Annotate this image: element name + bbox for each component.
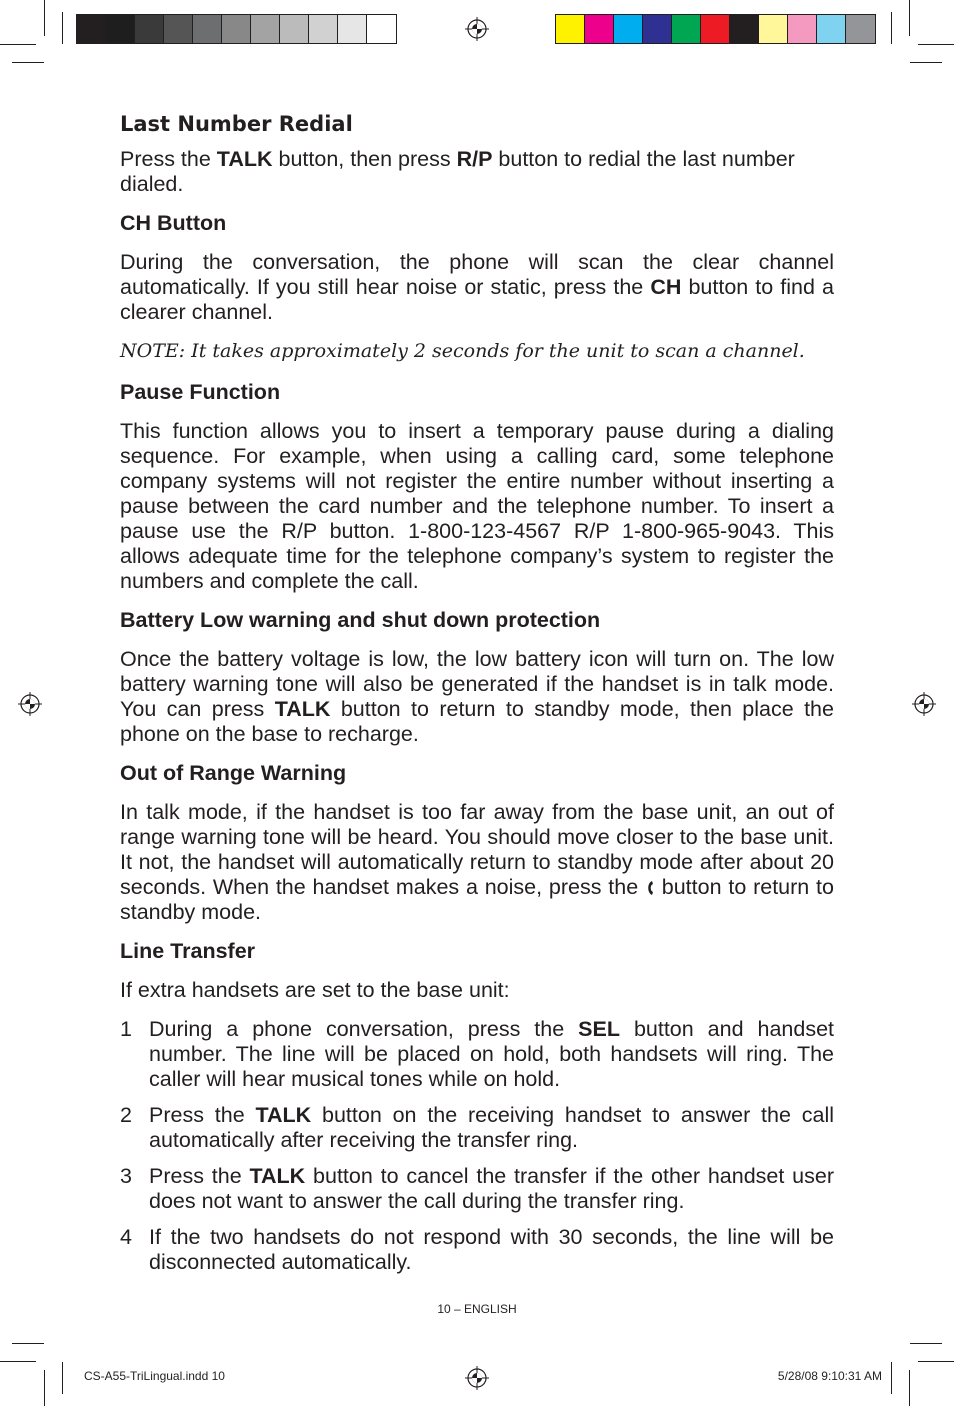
- color-swatch: [309, 15, 338, 43]
- color-swatch: [730, 15, 759, 43]
- text: button to find a clearer channel.: [120, 275, 834, 324]
- text: Press the: [120, 147, 217, 171]
- list-item: [120, 1103, 834, 1153]
- color-swatch: [846, 15, 875, 43]
- color-swatch: [106, 15, 135, 43]
- talk-key-label: TALK: [216, 147, 273, 171]
- step-number: 1: [120, 1017, 132, 1041]
- color-swatch: [817, 15, 846, 43]
- crop-mark: [12, 62, 44, 63]
- color-swatch: [643, 15, 672, 43]
- color-calibration-bar: [555, 14, 876, 44]
- talk-key-label: TALK: [249, 1164, 306, 1188]
- crop-mark: [0, 44, 36, 45]
- registration-mark-icon: [912, 692, 936, 716]
- crop-mark: [44, 0, 45, 36]
- redial-paragraph: [120, 147, 834, 197]
- color-swatch: [367, 15, 396, 43]
- ch-note: NOTE: It takes approximately 2 seconds for the unit to scan a channel.: [120, 340, 805, 362]
- sel-key-label: SEL: [578, 1017, 620, 1041]
- color-swatch: [251, 15, 280, 43]
- handset-off-icon: [645, 880, 655, 896]
- text: During a phone conversation, press the: [149, 1017, 579, 1041]
- text: button on the receiving handset to answer the call automatically after receiving the transfer ring.: [149, 1103, 834, 1152]
- registration-mark-icon: [465, 17, 489, 41]
- crop-mark: [891, 12, 892, 44]
- text: Once the battery voltage is low, the low battery icon will turn on. The low battery warning tone will also be generated if the handset is in talk mode. You can press: [120, 647, 834, 721]
- color-swatch: [222, 15, 251, 43]
- slug-timestamp: 5/28/08 9:10:31 AM: [777, 1369, 882, 1383]
- ch-paragraph: [120, 250, 834, 325]
- crop-mark: [918, 44, 954, 45]
- section-title-line-transfer: Line Transfer: [120, 939, 256, 963]
- text: Press the: [149, 1164, 250, 1188]
- transfer-intro: If extra handsets are set to the base unit:: [120, 978, 510, 1002]
- registration-mark-icon: [18, 692, 42, 716]
- color-swatch: [164, 15, 193, 43]
- battery-paragraph: [120, 647, 834, 747]
- text: In talk mode, if the handset is too far away from the base unit, an out of range warning tone will be heard. You should move closer to the base unit. It not, the handset will automatically return to standby mode after about 20 seconds. When the handset makes a noise, press the: [120, 800, 834, 899]
- transfer-steps-list: [120, 1017, 834, 1275]
- page-content: [120, 112, 834, 1286]
- text: button and handset number. The line will be placed on hold, both handsets will ring. The caller will hear musical tones while on hold.: [149, 1017, 835, 1091]
- crop-mark: [891, 1362, 892, 1394]
- text: button to return to standby mode, then place the phone on the base to recharge.: [120, 697, 834, 746]
- color-swatch: [614, 15, 643, 43]
- color-swatch: [556, 15, 585, 43]
- step-number: 4: [120, 1225, 132, 1249]
- text: During the conversation, the phone will scan the clear channel automatically. If you still hear noise or static, press the: [120, 250, 834, 299]
- text: If the two handsets do not respond with 30 seconds, the line will be disconnected automatically.: [149, 1225, 834, 1274]
- list-item: [120, 1017, 834, 1092]
- list-item: [120, 1164, 834, 1214]
- section-title-ch-button: CH Button: [120, 211, 227, 235]
- crop-mark: [918, 1361, 954, 1362]
- crop-mark: [12, 1343, 44, 1344]
- range-paragraph: [120, 800, 834, 925]
- crop-mark: [909, 0, 910, 36]
- text: button, then press: [272, 147, 457, 171]
- color-swatch: [759, 15, 788, 43]
- ch-key-label: CH: [650, 275, 682, 299]
- color-swatch: [788, 15, 817, 43]
- color-swatch: [672, 15, 701, 43]
- crop-mark: [0, 1361, 36, 1362]
- pause-paragraph: This function allows you to insert a temporary pause during a dialing sequence. For example, when using a calling card, some telephone company systems will not register the entire number without inserting a pause between the card number and the telephone number. To insert a pause use the R/P button. 1-800-123-4567 R/P 1-800-965-9043. This allows adequate time for the telephone company’s system to register the numbers and complete the call.: [120, 419, 834, 593]
- color-swatch: [585, 15, 614, 43]
- crop-mark: [44, 1370, 45, 1406]
- slug-file-info: CS-A55-TriLingual.indd 10: [84, 1369, 225, 1383]
- registration-mark-icon: [465, 1366, 489, 1390]
- talk-key-label: TALK: [274, 697, 331, 721]
- text: button to return to standby mode.: [120, 875, 834, 924]
- crop-mark: [62, 12, 63, 44]
- section-title-out-of-range: Out of Range Warning: [120, 761, 347, 785]
- step-number: 2: [120, 1103, 132, 1127]
- step-number: 3: [120, 1164, 132, 1188]
- rp-key-label: R/P: [456, 147, 493, 171]
- section-title-battery-low: Battery Low warning and shut down protection: [120, 608, 601, 632]
- text: button to redial the last number dialed.: [120, 147, 795, 196]
- color-swatch: [701, 15, 730, 43]
- text: Press the: [149, 1103, 256, 1127]
- crop-mark: [910, 1343, 942, 1344]
- section-title-last-number-redial: Last Number Redial: [120, 112, 353, 136]
- page-number-label: 10 – ENGLISH: [437, 1302, 517, 1316]
- crop-mark: [62, 1362, 63, 1394]
- talk-key-label: TALK: [255, 1103, 312, 1127]
- text: button to cancel the transfer if the other handset user does not want to answer the call during the transfer ring.: [149, 1164, 834, 1213]
- list-item: [120, 1225, 834, 1275]
- color-swatch: [193, 15, 222, 43]
- section-title-pause-function: Pause Function: [120, 380, 281, 404]
- color-swatch: [338, 15, 367, 43]
- crop-mark: [909, 1370, 910, 1406]
- crop-mark: [910, 62, 942, 63]
- color-swatch: [77, 15, 106, 43]
- grayscale-calibration-bar: [76, 14, 397, 44]
- color-swatch: [280, 15, 309, 43]
- color-swatch: [135, 15, 164, 43]
